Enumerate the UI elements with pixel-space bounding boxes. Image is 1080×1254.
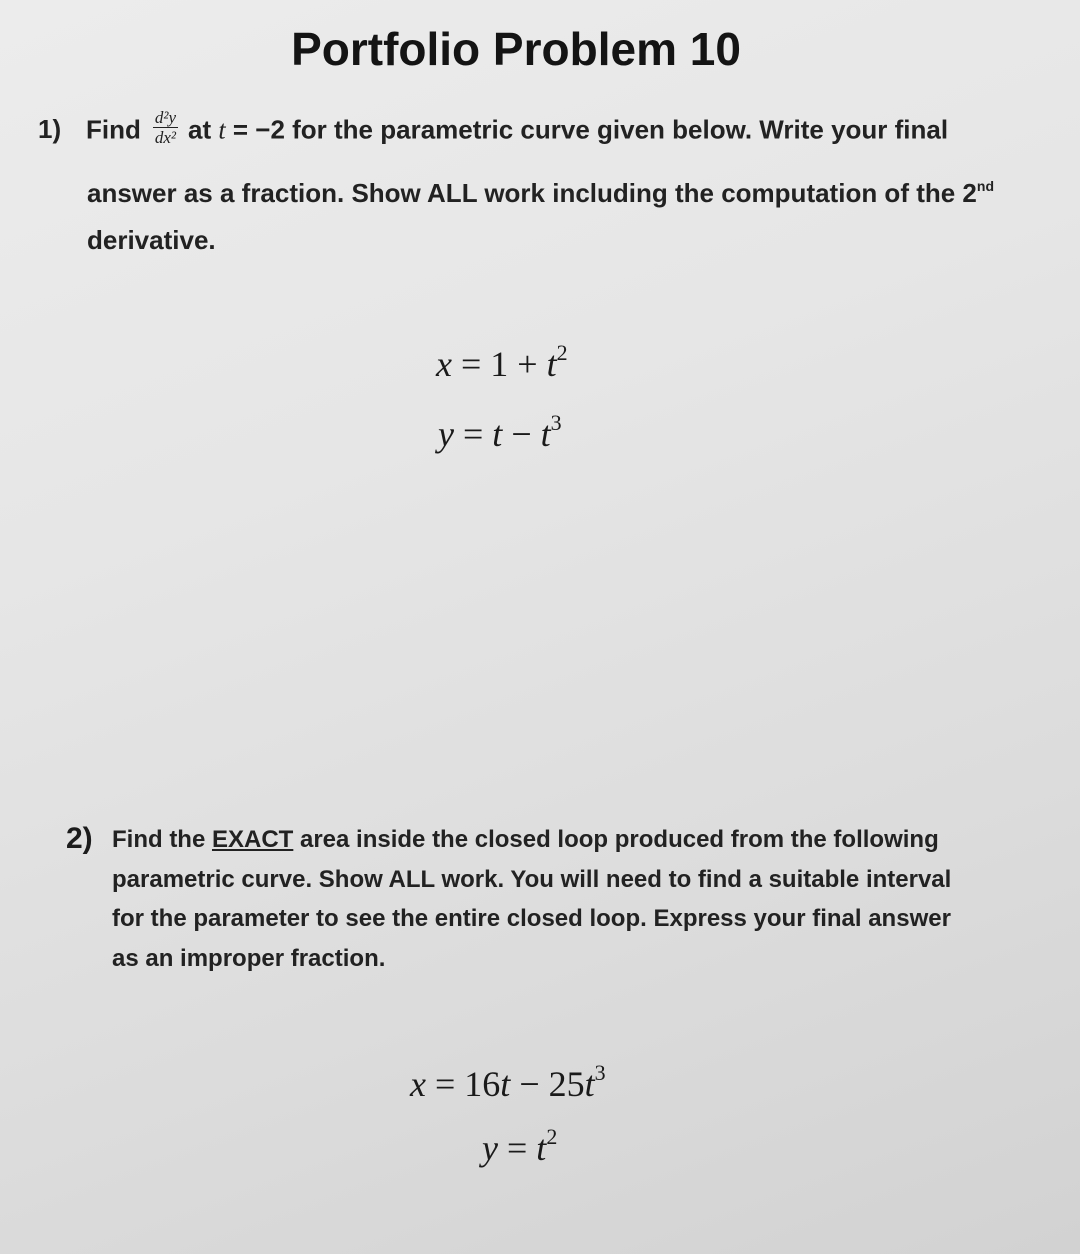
q2-eqx-minus: − 25 xyxy=(510,1064,585,1104)
q1-equation-y xyxy=(438,410,562,455)
q2-eqy-op: = xyxy=(497,1128,537,1168)
q1-number: 1) xyxy=(38,114,62,145)
q1-eqy-minus: − xyxy=(502,414,541,454)
q2-eqx-lhs: x xyxy=(410,1064,426,1104)
q2-line-2: parametric curve. Show ALL work. You will need to find a suitable interval xyxy=(112,866,952,893)
q1-line-2-text: answer as a fraction. Show ALL work including the computation of the 2 xyxy=(87,178,977,208)
q1-eqy-op: = xyxy=(453,414,493,454)
q2-line-1-after: area inside the closed loop produced from the following xyxy=(293,826,939,853)
q2-line-1 xyxy=(112,826,939,854)
q1-equation-x xyxy=(436,340,568,385)
q1-eqx-var: t xyxy=(546,344,557,384)
q2-eqx-exp: 3 xyxy=(594,1060,606,1085)
q1-eqy-var2: t xyxy=(540,414,551,454)
page-title: Portfolio Problem 10 xyxy=(291,23,741,75)
q2-eqy-lhs: y xyxy=(482,1128,498,1168)
q2-line-3: for the parameter to see the entire closed loop. Express your final answer xyxy=(112,905,951,932)
q1-line-3: derivative. xyxy=(87,225,216,255)
q1-line-1-rest: = −2 for the parametric curve given below. Write your final xyxy=(232,114,949,145)
fraction-denominator: dx² xyxy=(154,128,177,147)
q1-eqx-lhs: x xyxy=(436,344,452,384)
q1-eqy-var1: t xyxy=(492,414,503,454)
q1-eqx-op: = 1 + xyxy=(451,344,547,384)
q2-exact-underlined: EXACT xyxy=(211,826,294,853)
q2-equation-y xyxy=(482,1124,557,1169)
q2-eqx-op: = 16 xyxy=(425,1064,501,1104)
q1-t-variable: t xyxy=(218,115,226,145)
q1-line-1 xyxy=(38,108,949,151)
q1-line-2 xyxy=(87,178,994,209)
q1-eqy-lhs: y xyxy=(438,414,454,454)
q2-eqx-var2: t xyxy=(584,1064,595,1104)
q2-number: 2) xyxy=(66,822,93,855)
q2-eqy-var: t xyxy=(536,1128,547,1168)
q2-eqy-exp: 2 xyxy=(546,1124,558,1149)
q2-eqx-var1: t xyxy=(500,1064,511,1104)
q2-equation-x xyxy=(410,1060,606,1105)
q1-eqx-exp: 2 xyxy=(556,340,568,365)
fraction-numerator: d²y xyxy=(154,108,177,127)
q1-find-word: Find xyxy=(86,114,141,145)
q2-line-4: as an improper fraction. xyxy=(112,945,386,972)
q1-eqy-exp: 3 xyxy=(550,410,562,435)
q1-at-word: at xyxy=(188,114,212,145)
q1-line-2-superscript: nd xyxy=(976,178,994,194)
second-derivative-fraction xyxy=(153,108,178,147)
q2-line-1-before: Find the xyxy=(112,826,212,853)
